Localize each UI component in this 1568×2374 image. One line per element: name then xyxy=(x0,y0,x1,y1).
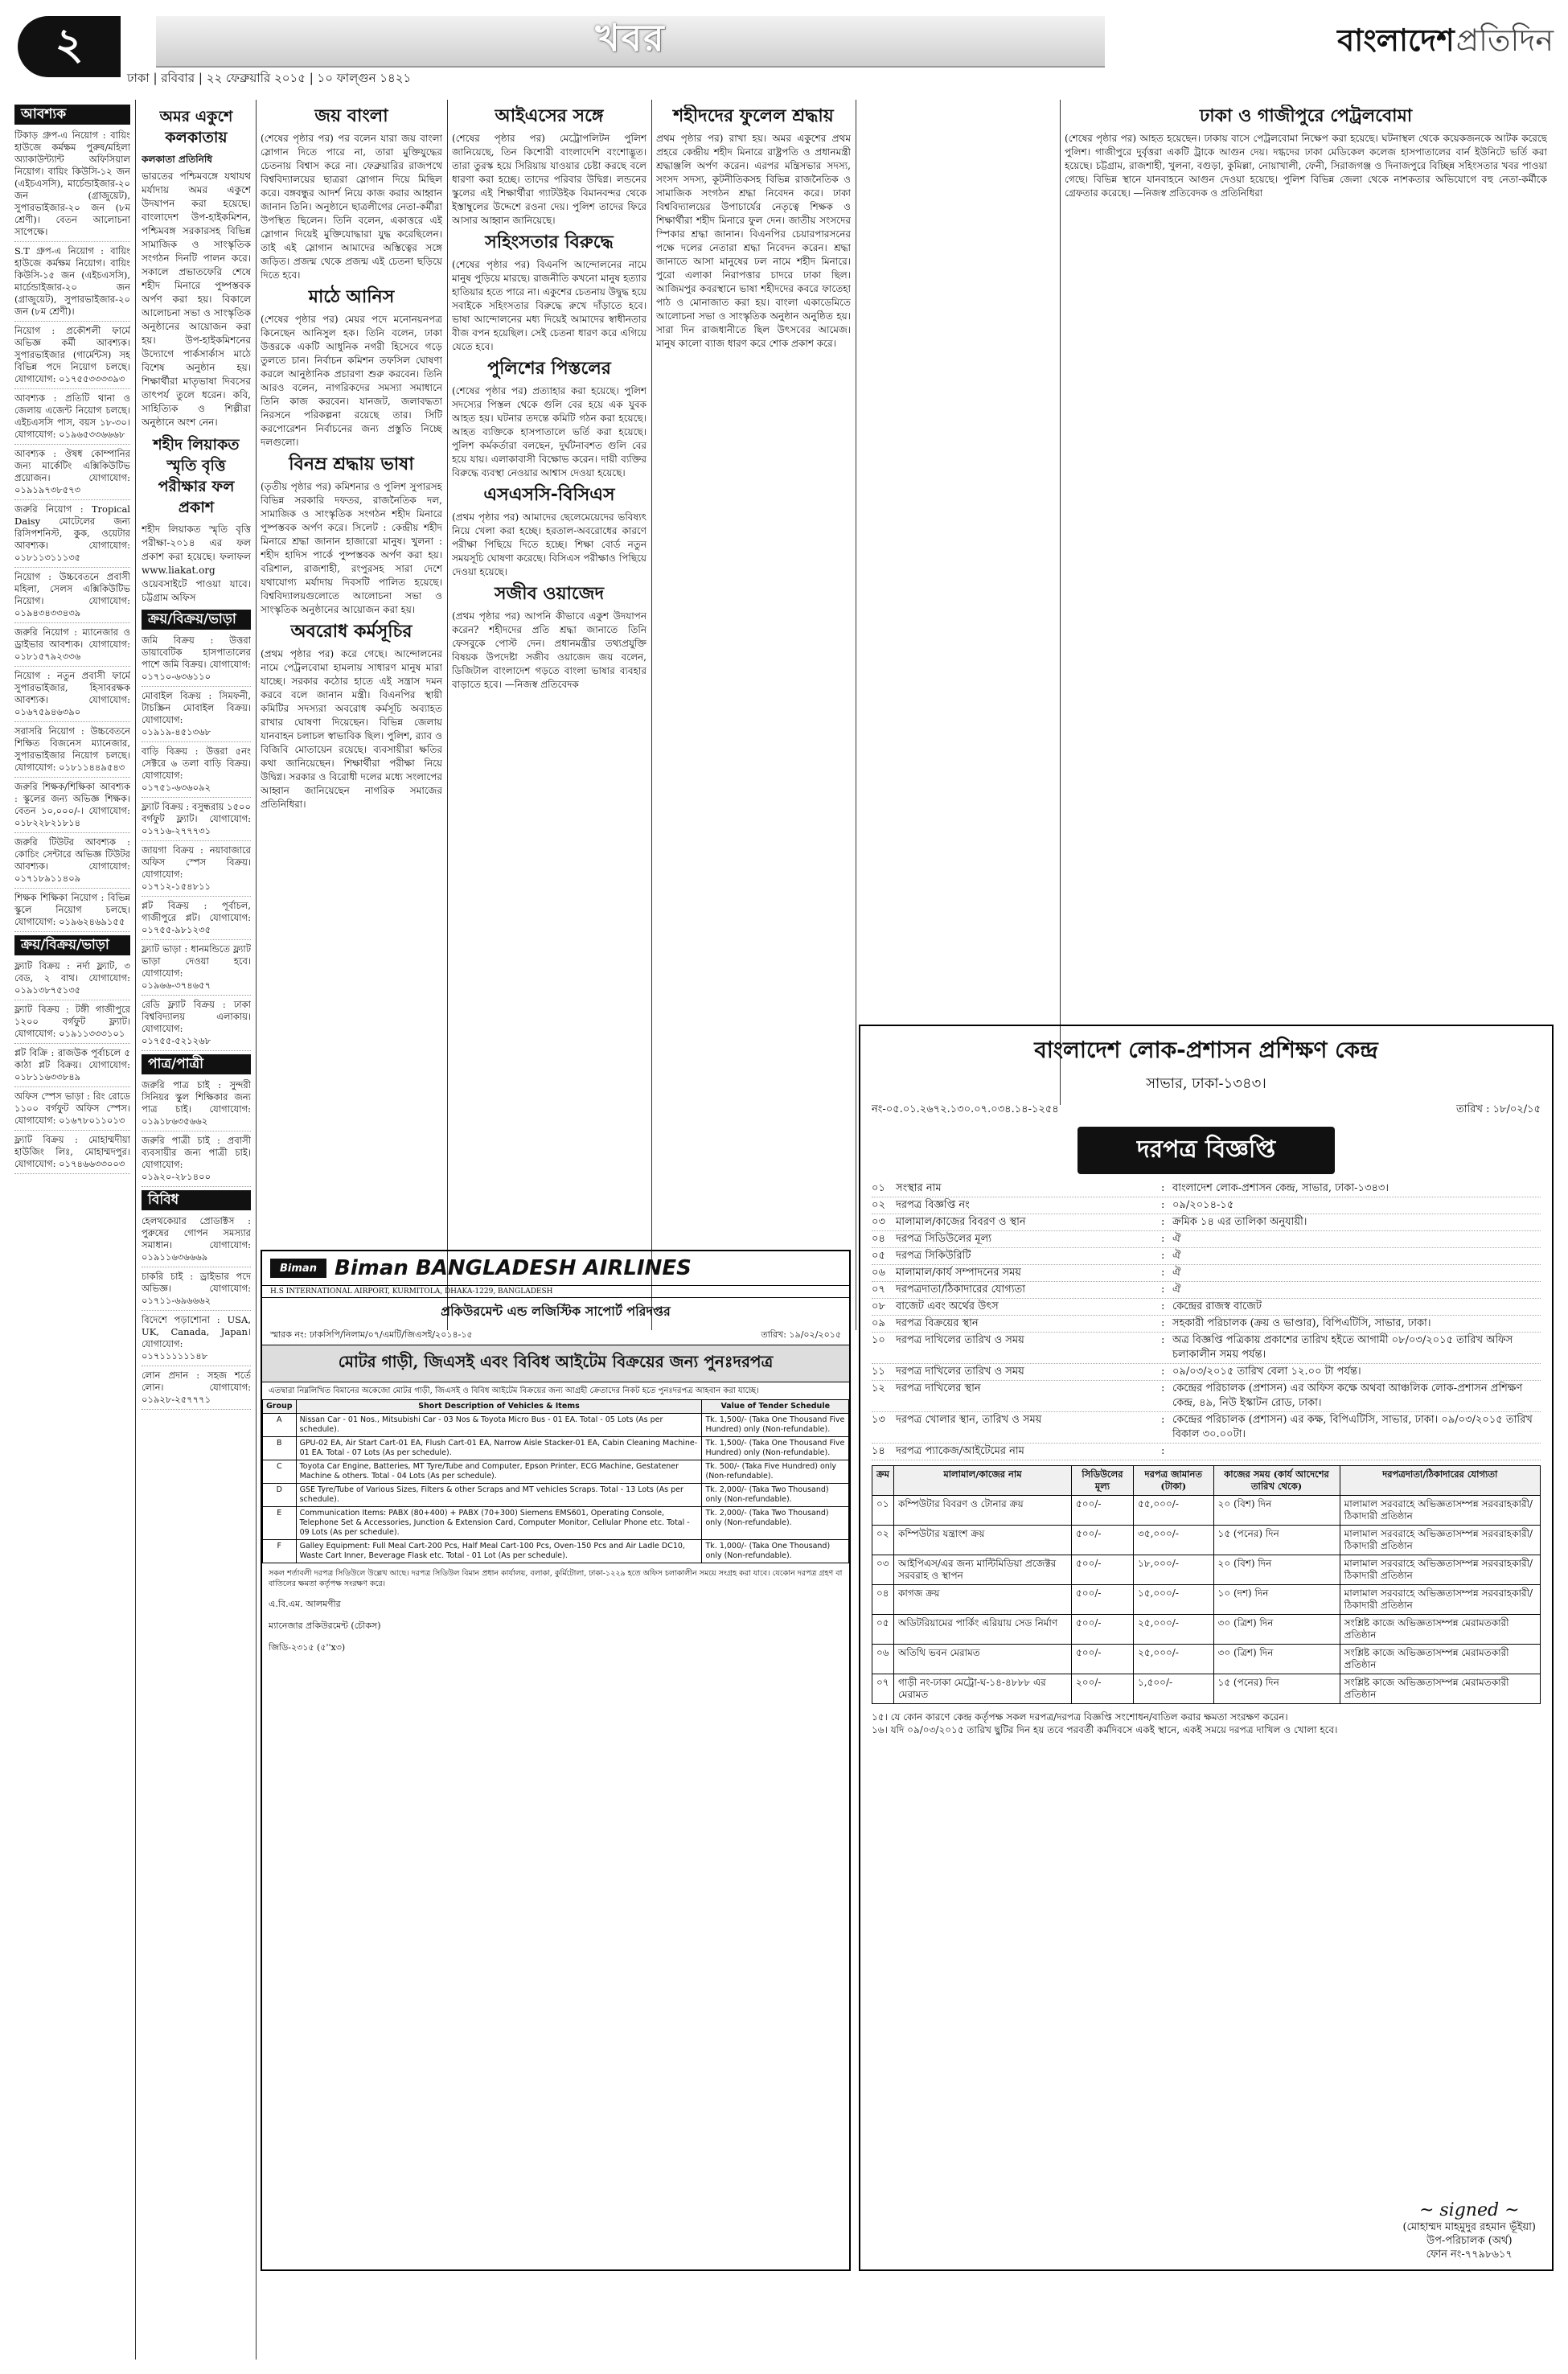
classified-trade-list-2 xyxy=(142,635,251,1051)
table-cell: Nissan Car - 01 Nos., Mitsubishi Car - 03 Nos & Toyota Micro Bus - 01 EA. Total - 05 Lots (As per schedule). xyxy=(296,1414,702,1437)
tender-item-value: অত্র বিজ্ঞপ্তি পত্রিকায় প্রকাশের তারিখ হইতে আগামী ০৮/০৩/২০১৫ তারিখ অফিস চলাকালীন সময় পর্যন্ত। xyxy=(1172,1334,1513,1361)
table-cell: Tk. 500/- (Taka Five Hundred) only (Non-refundable). xyxy=(702,1460,849,1484)
table-cell: C xyxy=(263,1460,297,1484)
classified-ad: ফ্ল্যাট ভাড়া : ধানমন্ডিতে ফ্ল্যাট ভাড়া দেওয়া হবে। যোগাযোগ: ০১৯৬৬-৩৭৪৬৫৭ xyxy=(142,943,251,996)
tender-signer-phone: ফোন নং-৭৭৯৮৬১৭ xyxy=(1426,2249,1513,2261)
tender-item-label: মালামাল/কার্য সম্পাদনের সময় xyxy=(896,1267,1021,1279)
tender-item-value: ঐ xyxy=(1172,1267,1181,1279)
separator: : xyxy=(1161,1317,1165,1329)
tender-item xyxy=(872,1412,1541,1444)
table-cell: ২০ (বিশ) দিন xyxy=(1213,1555,1340,1585)
classified-ad: ফ্ল্যাট বিক্রয় : বসুন্ধরায় ১৫০০ বর্গফুট ফ্ল্যাট। যোগাযোগ: ০১৭১৬-২৭৭৭৩১ xyxy=(142,801,251,841)
separator: : xyxy=(1161,1445,1165,1457)
table-row xyxy=(872,1585,1541,1615)
column-divider xyxy=(1060,100,1061,1105)
story-body-blockade: (প্রথম পৃষ্ঠার পর) করে গেছে। আন্দোলনের নামে পেট্রলবোমা হামলায় সাধারণ মানুষ মারা যাচ্ছে। সরকার কঠোর হাতে এই সন্ত্রাস দমন করবে বলে জানান মন্ত্রী। বিএনপির স্থায়ী কমিটির সদস্যরা অবরোধ কর্মসূচি অব্যাহত রাখার ঘোষণা দিয়েছেন। বিভিন্ন জেলায় যানবাহন চলাচল স্বাভাবিক ছিল। পুলিশ, র‌্যাব ও বিজিবি মোতায়েন রয়েছে। ব্যবসায়ীরা ক্ষতির কথা জানিয়েছেন। শিক্ষার্থীরা পরীক্ষা নিয়ে উদ্বিগ্ন। সরকার ও বিরোধী দলের মধ্যে সংলাপের আহ্বান জানিয়েছেন নাগরিক সমাজের প্রতিনিধিরা। xyxy=(261,648,442,810)
classified-ad: লোন প্রদান : সহজ শর্তে লোন। যোগাযোগ: ০১৯২৮-২৫৭৭৭১ xyxy=(142,1370,251,1410)
table-cell: A xyxy=(263,1414,297,1437)
story-title-is: আইএসের সঙ্গে xyxy=(495,106,604,126)
classified-ad: চাকরি চাই : ড্রাইভার পদে অভিজ্ঞ। যোগাযোগ: ০১৭১১-৬৯৬৬৬২ xyxy=(142,1271,251,1311)
biman-col-group: Group xyxy=(263,1400,297,1414)
tender-memo: নং-০৫.০১.২৬৭২.১৩০.০৭.০৩৪.১৪-১২৫৪ xyxy=(872,1103,1059,1115)
tender-item-label: দরপত্র সিডিউলের মূল্য xyxy=(896,1233,992,1245)
story-byline: কলকাতা প্রতিনিধি xyxy=(142,154,213,165)
separator: : xyxy=(1161,1366,1165,1378)
handwritten-signature: ~ signed ~ xyxy=(1418,2200,1520,2220)
table-cell: ০৭ xyxy=(872,1674,894,1704)
table-header: দরপত্র জামানত (টাকা) xyxy=(1133,1466,1213,1496)
tender-item-value: ০৯/০৩/২০১৫ তারিখ বেলা ১২.০০ টা পর্যন্ত। xyxy=(1172,1366,1361,1378)
tender-item xyxy=(872,1248,1541,1265)
table-cell: কম্পিউটার বিবরণ ও টোনার ক্রয় xyxy=(894,1496,1072,1526)
tender-item-number: ০৩ xyxy=(872,1216,885,1228)
table-cell: অতিথি ভবন মেরামত xyxy=(894,1645,1072,1674)
dateline: ঢাকা | রবিবার | ২২ ফেব্রুয়ারি ২০১৫ | ১০ ফাল্গুন ১৪২১ xyxy=(127,71,412,85)
table-cell: কম্পিউটার যন্ত্রাংশ ক্রয় xyxy=(894,1526,1072,1555)
classified-heading-misc: বিবিধ xyxy=(142,1190,251,1210)
story-body-is: (শেষের পৃষ্ঠার পর) মেট্রোপলিটন পুলিশ জানিয়েছে, তিন কিশোরী বাংলাদেশি বংশোদ্ভূত। তারা তুরস্ক হয়ে সিরিয়ায় যাওয়ার চেষ্টা করছে বলে ধারণা করা হচ্ছে। তাদের পরিবার উদ্বিগ্ন। লন্ডনের স্কুলের এই শিক্ষার্থীরা গ্যাটউইক বিমানবন্দর থেকে ইস্তাম্বুলের উদ্দেশে রওনা দেয়। পুলিশ তাদের ফিরে আসার আহ্বান জানিয়েছে। xyxy=(452,133,646,226)
table-cell: Tk. 1,000/- (Taka One Thousand) only (Non-refundable). xyxy=(702,1540,849,1563)
biman-footer: সকল শর্তাবলী দরপত্র সিডিউলে উল্লেখ আছে। দরপত্র সিডিউল বিমান প্রধান কার্যালয়, বলাকা, কুর্মিটোলা, ঢাকা-১২২৯ হতে অফিস চলাকালীন সময়ে সংগ্রহ করা যাবে। যেকোন দরপত্র গ্রহণ বা বাতিলের ক্ষমতা কর্তৃপক্ষ সংরক্ষণ করে। xyxy=(269,1569,843,1588)
table-row xyxy=(872,1645,1541,1674)
story-body-violence: (শেষের পৃষ্ঠার পর) বিএনপি আন্দোলনের নামে মানুষ পুড়িয়ে মারছে। রাজনীতি কখনো মানুষ হত্যার হাতিয়ার হতে পারে না। একুশের চেতনায় উদ্বুদ্ধ হয়ে সবাইকে সহিংসতার বিরুদ্ধে রুখে দাঁড়াতে হবে। ভাষা আন্দোলনের মধ্য দিয়েই আমাদের স্বাধীনতার বীজ বপন হয়েছিল। সেই চেতনা ধারণ করে এগিয়ে যেতে হবে। xyxy=(452,259,646,352)
separator: : xyxy=(1161,1300,1165,1312)
table-cell: ১৫,০০০/- xyxy=(1133,1585,1213,1615)
classified-ad: জরুরি নিয়োগ : ম্যানেজার ও ড্রাইভার আবশ্যক। যোগাযোগ: ০১৮১৫৭৯২৩৩৬ xyxy=(14,626,130,667)
table-cell: ০১ xyxy=(872,1496,894,1526)
story-title-sajeeb: সজীব ওয়াজেদ xyxy=(494,584,605,604)
table-cell: গাড়ী নং-ঢাকা মেট্রো-ঘ-১৪-৪৮৮৮ এর মেরামত xyxy=(894,1674,1072,1704)
classified-ad: আবশ্যক : প্রতিটি থানা ও জেলায় এজেন্ট নিয়োগ চলছে। এইচএসসি পাস, বয়স ১৮-৩০। যোগাযোগ: ০১৯৬৫৩৩৬৬৬৮ xyxy=(14,392,130,445)
classified-ad: ফ্ল্যাট বিক্রয় : মোহাম্মদীয়া হাউজিং লিঃ, মোহাম্মদপুর। যোগাযোগ: ০১৭৪৬৬৩৩০০৩ xyxy=(14,1134,130,1174)
tender-item xyxy=(872,1381,1541,1412)
biman-tender-ad xyxy=(261,1250,851,2271)
classified-ad: সরাসরি নিয়োগ : উচ্চবেতনে শিক্ষিত বিজনেস ম্যানেজার, সুপারভাইজার নিয়োগ চলছে। যোগাযোগ: ০১৮১১৪৪৯৫৪৩ xyxy=(14,725,130,778)
tender-item-label: দরপত্র সিকিউরিটি xyxy=(896,1250,971,1262)
classified-heading-trade-2: ক্রয়/বিক্রয়/ভাড়া xyxy=(142,610,251,630)
story-body-anis: (শেষের পৃষ্ঠার পর) মেয়র পদে মনোনয়নপত্র কিনেছেন আনিসুল হক। তিনি বলেন, ঢাকা উত্তরকে একটি আধুনিক নগরী হিসেবে গড়ে তুলতে চান। নির্বাচন কমিশন তফসিল ঘোষণা করলে আনুষ্ঠানিক প্রচারণা শুরু করবেন। তিনি আরও বলেন, নাগরিকদের সমস্যা সমাধানে তিনি কাজ করবেন। যানজট, জলাবদ্ধতা নিরসনে পরিকল্পনা রয়েছে তার। সিটি করপোরেশন নির্বাচনের জন্য প্রস্তুতি নিচ্ছে দলগুলো। xyxy=(261,314,442,448)
tender-item-value: কেন্দ্রের পরিচালক (প্রশাসন) এর অফিস কক্ষে অথবা আঞ্চলিক লোক-প্রশাসন প্রশিক্ষণ কেন্দ্র, ৪৯, নিউ ইস্কাটন রোড, ঢাকা। xyxy=(1172,1382,1523,1409)
separator: : xyxy=(1161,1284,1165,1296)
table-row xyxy=(263,1507,849,1540)
story-title-blockade: অবরোধ কর্মসূচির xyxy=(290,622,413,642)
story-title-language: বিনম্র শ্রদ্ধায় ভাষা xyxy=(289,454,414,474)
table-cell: মালামাল সরবরাহে অভিজ্ঞতাসম্পন্ন সরবরাহকারী/ঠিকাদারী প্রতিষ্ঠান xyxy=(1340,1585,1540,1615)
separator: : xyxy=(1161,1250,1165,1262)
table-row xyxy=(872,1674,1541,1704)
classified-ad: হেলথকেয়ার প্রোডাক্টস : পুরুষের গোপন সমস্যার সমাধান। যোগাযোগ: ০১৯১১৬৩৬৬৬৯ xyxy=(142,1215,251,1267)
table-header: কাজের সময় (কার্য আদেশের তারিখ থেকে) xyxy=(1213,1466,1340,1496)
table-cell: E xyxy=(263,1507,297,1540)
tender-item-label: দরপত্রদাতা/ঠিকাদারের যোগ্যতা xyxy=(896,1284,1025,1296)
classified-ad: শিক্ষক শিক্ষিকা নিয়োগ : বিভিন্ন স্কুলে নিয়োগ চলছে। যোগাযোগ: ০১৯৬২৪৬৯১৫৫ xyxy=(14,892,130,932)
biman-address: H.S INTERNATIONAL AIRPORT, KURMITOLA, DHAKA-1229, BANGLADESH xyxy=(262,1286,849,1298)
table-cell: D xyxy=(263,1484,297,1507)
story-title-violence: সহিংসতার বিরুদ্ধে xyxy=(485,232,614,253)
table-cell: Tk. 2,000/- (Taka Two Thousand) only (Non-refundable). xyxy=(702,1484,849,1507)
separator: : xyxy=(1161,1414,1165,1426)
classified-misc-list xyxy=(142,1215,251,1410)
tender-item xyxy=(872,1231,1541,1248)
table-row xyxy=(263,1540,849,1563)
tender-item xyxy=(872,1265,1541,1282)
column-divider xyxy=(447,100,448,1330)
classified-needed-list xyxy=(14,129,130,932)
section-banner xyxy=(156,16,1105,68)
biman-col-desc: Short Description of Vehicles & Items xyxy=(296,1400,702,1414)
classified-ad: S.T গ্রুপ-এ নিয়োগ : বায়িং হাউজে কর্মক্ষম নিয়োগ। বায়িং কিউসি-১৫ জন (এইচএসসি), মার্চেন্ডাইজার-২০ জন (গ্রাজুয়েট), সুপারভাইজার-২০ জন (৮ম শ্রেণী)। xyxy=(14,245,130,322)
tender-item-number: ১০ xyxy=(872,1334,885,1346)
classified-ad: জমি বিক্রয় : উত্তরা ডায়াবেটিক হাসপাতালের পাশে জমি বিক্রয়। যোগাযোগ: ০১৭১০-৬৩৬১১০ xyxy=(142,635,251,687)
page-header xyxy=(14,11,1554,85)
tender-item-value: ঐ xyxy=(1172,1284,1181,1296)
story-title-ssc: এসএসসি-বিসিএস xyxy=(483,485,615,505)
separator: : xyxy=(1161,1382,1165,1394)
story-body-language: (তৃতীয় পৃষ্ঠার পর) কমিশনার ও পুলিশ সুপারসহ বিভিন্ন সরকারি দফতর, রাজনৈতিক দল, সামাজিক ও সাংস্কৃতিক সংগঠন শহীদ মিনারে পুষ্পস্তবক অর্পণ করে। সিলেট : কেন্দ্রীয় শহীদ মিনারে শ্রদ্ধা জানান হাজারো মানুষ। খুলনা : শহীদ হাদিস পার্কে পুষ্পস্তবক অর্পণ করা হয়। বরিশাল, রাজশাহী, রংপুরসহ সারা দেশে যথাযোগ্য মর্যাদায় দিবসটি পালিত হয়েছে। বিশ্ববিদ্যালয়গুলোতে আলোচনা সভা ও সাংস্কৃতিক অনুষ্ঠানের আয়োজন করা হয়। xyxy=(261,481,442,615)
tender-item-number: ০২ xyxy=(872,1199,885,1211)
classified-ad: নিয়োগ : উচ্চবেতনে প্রবাসী মহিলা, সেলস এক্সিকিউটিভ নিয়োগ। যোগাযোগ: ০১৯৪৩৪৩৩৪৩৯ xyxy=(14,571,130,623)
tender-item-value: ক্রমিক ১৪ এর তালিকা অনুযায়ী। xyxy=(1172,1216,1307,1228)
table-cell: ১৮,০০০/- xyxy=(1133,1555,1213,1585)
tender-item-number: ০৪ xyxy=(872,1233,885,1245)
biman-col-value: Value of Tender Schedule xyxy=(702,1400,849,1414)
tender-item-label: দরপত্র প্যাকেজ/আইটেমের নাম xyxy=(896,1445,1024,1457)
tender-item-number: ০৫ xyxy=(872,1250,885,1262)
table-cell: ০৪ xyxy=(872,1585,894,1615)
table-cell: B xyxy=(263,1437,297,1460)
tender-item xyxy=(872,1444,1541,1460)
biman-title: মোটর গাড়ী, জিএসই এবং বিবিধ আইটেম বিক্রয়ের জন্য পুনঃদরপত্র xyxy=(262,1345,849,1382)
table-cell: সংশ্লিষ্ট কাজে অভিজ্ঞতাসম্পন্ন মেরামতকারী প্রতিষ্ঠান xyxy=(1340,1674,1540,1704)
story-title-scholarship: শহীদ লিয়াকত স্মৃতি বৃত্তি পরীক্ষার ফল প্রকাশ xyxy=(153,436,240,516)
table-cell: মালামাল সরবরাহে অভিজ্ঞতাসম্পন্ন সরবরাহকারী/ঠিকাদারী প্রতিষ্ঠান xyxy=(1340,1555,1540,1585)
column-divider xyxy=(651,100,652,1330)
tender-item-label: বাজেট এবং অর্থের উৎস xyxy=(896,1300,999,1312)
column-six xyxy=(1065,105,1547,1102)
separator: : xyxy=(1161,1233,1165,1245)
classified-heading-trade: ক্রয়/বিক্রয়/ভাড়া xyxy=(14,935,130,955)
tender-item-value: ঐ xyxy=(1172,1233,1181,1245)
tender-item-label: দরপত্র খোলার স্থান, তারিখ ও সময় xyxy=(896,1414,1042,1426)
tender-item-value xyxy=(1172,1444,1541,1459)
tender-date: তারিখ : ১৮/০২/১৫ xyxy=(1456,1103,1541,1115)
table-cell: ৫০০/- xyxy=(1071,1615,1133,1645)
biman-gd: জিডি-২৩১৫ (৫''x৩) xyxy=(269,1642,346,1653)
table-row xyxy=(872,1496,1541,1526)
table-cell: সংশ্লিষ্ট কাজে অভিজ্ঞতাসম্পন্ন মেরামতকারী প্রতিষ্ঠান xyxy=(1340,1615,1540,1645)
tender-item-label: মালামাল/কাজের বিবরণ ও স্থান xyxy=(896,1216,1026,1228)
column-divider xyxy=(135,100,136,2360)
story-title-pistol: পুলিশের পিস্তলের xyxy=(487,359,611,379)
classified-ad: নিয়োগ : নতুন প্রবাসী ফার্মে সুপারভাইজার, হিসাবরক্ষক আবশ্যক। যোগাযোগ: ০১৬৭৫৯৪৬৩৯০ xyxy=(14,670,130,722)
tender-item-label: দরপত্র দাখিলের স্থান xyxy=(896,1382,981,1394)
classified-heading-matrimonial: পাত্র/পাত্রী xyxy=(142,1054,251,1074)
table-cell: ০৬ xyxy=(872,1645,894,1674)
tender-item-value: কেন্দ্রের পরিচালক (প্রশাসন) এর কক্ষ, বিপিএটিসি, সাভার, ঢাকা। ০৯/০৩/২০১৫ তারিখ বিকাল ৩০.০০টা। xyxy=(1172,1414,1533,1440)
story-body-sajeeb: (প্রথম পৃষ্ঠার পর) আপনি কীভাবে একুশ উদযাপন করেন? শহীদদের প্রতি শ্রদ্ধা জানাতে তিনি ফেসবুকে পোস্ট দেন। প্রধানমন্ত্রীর তথ্যপ্রযুক্তি বিষয়ক উপদেষ্টা সজীব ওয়াজেদ জয় বলেন, ডিজিটাল বাংলাদেশ গড়তে বাংলা ভাষার ব্যবহার বাড়াতে হবে। —নিজস্ব প্রতিবেদক xyxy=(452,610,646,690)
story-body-ssc: (প্রথম পৃষ্ঠার পর) আমাদের ছেলেমেয়েদের ভবিষ্যৎ নিয়ে খেলা করা হচ্ছে। হরতাল-অবরোধের কারণে পরীক্ষা পিছিয়ে দিতে হচ্ছে। শিক্ষা বোর্ড নতুন সময়সূচি ঘোষণা করেছে। বিসিএস পরীক্ষাও পিছিয়ে দেওয়া হয়েছে। xyxy=(452,511,646,577)
table-cell: Communication Items: PABX (80+400) + PABX (70+300) Siemens EMS601, Operating Console, Telephone Set & Accessories, Junction & Extension Card, Computer Monitor, Cellular Phone etc. Total - 09 Lots (As per schedule). xyxy=(296,1507,702,1540)
tender-organization: বাংলাদেশ লোক-প্রশাসন প্রশিক্ষণ কেন্দ্র xyxy=(1034,1037,1378,1063)
table-cell: মালামাল সরবরাহে অভিজ্ঞতাসম্পন্ন সরবরাহকারী/ঠিকাদারী প্রতিষ্ঠান xyxy=(1340,1496,1540,1526)
biman-date: তারিখ: ১৯/০২/২০১৫ xyxy=(761,1329,841,1340)
table-cell: ১৫ (পনের) দিন xyxy=(1213,1674,1340,1704)
column-two xyxy=(142,105,251,2356)
tender-item xyxy=(872,1197,1541,1214)
tender-item-value: বাংলাদেশ লোক-প্রশাসন কেন্দ্র, সাভার, ঢাকা-১৩৪৩। xyxy=(1172,1182,1389,1194)
biman-intro: এতদ্বারা নিম্নলিখিত বিমানের অকেজো মোটর গাড়ী, জিএসই ও বিবিধ আইটেম বিক্রয়ের জন্য আগ্রহী ক্রেতাদের নিকট হতে পুনঃদরপত্র আহবান করা যাচ্ছে। xyxy=(269,1386,759,1395)
tender-item-label: সংস্থার নাম xyxy=(896,1182,942,1194)
table-cell: Galley Equipment: Full Meal Cart-200 Pcs, Half Meal Cart-100 Pcs, Oven-150 Pcs and Air Ladle DC10, Waste Cart Inner, Beverage Flask etc. Total - 01 Lot (As per schedule). xyxy=(296,1540,702,1563)
table-row xyxy=(263,1414,849,1437)
separator: : xyxy=(1161,1216,1165,1228)
biman-department: প্রকিউরমেন্ট এন্ড লজিস্টিক সাপোর্ট পরিদপ্তর xyxy=(441,1304,671,1319)
tender-item xyxy=(872,1181,1541,1197)
table-cell: ১৫ (পনের) দিন xyxy=(1213,1526,1340,1555)
classified-trade-list xyxy=(14,960,130,1174)
table-cell: ২৫,০০০/- xyxy=(1133,1645,1213,1674)
classified-ad: জরুরি টিউটর আবশ্যক : কোচিং সেন্টারে অভিজ্ঞ টিউটর আবশ্যক। যোগাযোগ: ০১৭১৮৯১১৪০৯ xyxy=(14,836,130,889)
table-header: সিডিউলের মূল্য xyxy=(1071,1466,1133,1496)
table-header: দরপত্রদাতা/ঠিকাদারের যোগ্যতা xyxy=(1340,1466,1540,1496)
tender-item-label: দরপত্র বিক্রয়ের স্থান xyxy=(896,1317,979,1329)
biman-name: Biman BANGLADESH AIRLINES xyxy=(335,1256,692,1280)
separator: : xyxy=(1161,1334,1165,1346)
biman-logo xyxy=(262,1251,849,1286)
table-row xyxy=(872,1615,1541,1645)
table-header: ক্রম xyxy=(872,1466,894,1496)
tender-item-value: ঐ xyxy=(1172,1250,1181,1262)
story-title-anis: মাঠে আনিস xyxy=(308,287,395,307)
brand-sub: প্রতিদিন xyxy=(1455,23,1554,58)
table-cell: ২০০/- xyxy=(1071,1674,1133,1704)
table-cell: ২৫,০০০/- xyxy=(1133,1615,1213,1645)
table-cell: মালামাল সরবরাহে অভিজ্ঞতাসম্পন্ন সরবরাহকারী/ঠিকাদারী প্রতিষ্ঠান xyxy=(1340,1526,1540,1555)
classified-ad: জরুরি পাত্র চাই : সুন্দরী সিনিয়র স্কুল শিক্ষিকার জন্য পাত্র চাই। যোগাযোগ: ০১৯১৮৬৩৫৬৬২ xyxy=(142,1079,251,1132)
tender-item-label: দরপত্র দাখিলের তারিখ ও সময় xyxy=(896,1366,1024,1378)
table-cell: ৩৫,০০০/- xyxy=(1133,1526,1213,1555)
tender-notice xyxy=(859,1025,1554,2271)
story-body-pistol: (শেষের পৃষ্ঠার পর) প্রত্যাহার করা হয়েছে। পুলিশ সদস্যের পিস্তল থেকে গুলি বের হয়ে এক যুবক আহত হয়। ঘটনার তদন্তে কমিটি গঠন করা হয়েছে। আহত ব্যক্তিকে হাসপাতালে ভর্তি করা হয়েছে। পুলিশ কর্মকর্তারা বলছেন, দুর্ঘটনাবশত গুলি বের হয়ে যায়। এলাকাবাসী বিক্ষোভ করেন। দায়ী ব্যক্তির বিরুদ্ধে ব্যবস্থা নেওয়ার আশ্বাস দেওয়া হয়েছে। xyxy=(452,385,646,478)
tender-item-number: ০৯ xyxy=(872,1317,885,1329)
classified-ad: জায়গা বিক্রয় : নয়াবাজারে অফিস স্পেস বিক্রয়। যোগাযোগ: ০১৭১২-১৫৪৮১১ xyxy=(142,844,251,897)
separator: : xyxy=(1161,1182,1165,1194)
table-cell: ৫০০/- xyxy=(1071,1585,1133,1615)
table-cell: ৩০ (ত্রিশ) দিন xyxy=(1213,1615,1340,1645)
tender-item-number: ১৩ xyxy=(872,1414,885,1426)
tender-item-number: ০৮ xyxy=(872,1300,885,1312)
biman-items-table xyxy=(262,1399,849,1563)
table-cell: Tk. 1,500/- (Taka One Thousand Five Hundred) only (Non-refundable). xyxy=(702,1437,849,1460)
brand-main: বাংলাদেশ xyxy=(1337,23,1455,58)
classified-ad: প্লট বিক্রয় : পূর্বাচল, গাজীপুরে প্লট। যোগাযোগ: ০১৭৫৫-৯৮১২৩৫ xyxy=(142,900,251,940)
separator: : xyxy=(1161,1199,1165,1211)
page-number: ২ xyxy=(18,16,121,77)
table-cell: GSE Tyre/Tube of Various Sizes, Filters & other Scraps and MT vehicles Scraps. Total - 13 Lots (As per schedule). xyxy=(296,1484,702,1507)
table-cell: GPU-02 EA, Air Start Cart-01 EA, Flush Cart-01 EA, Narrow Aisle Stacker-01 EA, Cabin Cleaning Machine-01 EA. Total - 07 Lots (As per schedule). xyxy=(296,1437,702,1460)
table-row xyxy=(263,1460,849,1484)
tender-item-label: দরপত্র বিজ্ঞপ্তি নং xyxy=(896,1199,970,1211)
classified-ad: জরুরি পাত্রী চাই : প্রবাসী ব্যবসায়ীর জন্য পাত্রী চাই। যোগাযোগ: ০১৯২০-২৮১৪০০ xyxy=(142,1135,251,1187)
tender-item xyxy=(872,1214,1541,1231)
tender-location: সাভার, ঢাকা-১৩৪৩। xyxy=(1146,1075,1266,1092)
table-cell: ৫৫,০০০/- xyxy=(1133,1496,1213,1526)
tender-item-number: ১১ xyxy=(872,1366,885,1378)
tender-signer: (মোহাম্মদ মাহমুদুর রহমান ভূঁইয়া) xyxy=(1402,2221,1536,2233)
table-row xyxy=(263,1437,849,1460)
tender-item xyxy=(872,1364,1541,1381)
table-row xyxy=(263,1484,849,1507)
story-body-tribute: প্রথম পৃষ্ঠার পর) রাখা হয়। অমর একুশের প্রথম প্রহরে কেন্দ্রীয় শহীদ মিনারে রাষ্ট্রপতি ও প্রধানমন্ত্রী শ্রদ্ধাঞ্জলি অর্পণ করেন। এরপর মন্ত্রিসভার সদস্য, সংসদ সদস্য, কূটনীতিকসহ বিভিন্ন রাজনৈতিক ও সামাজিক সংগঠন শ্রদ্ধা নিবেদন করে। ঢাকা বিশ্ববিদ্যালয়ের উপাচার্যের নেতৃত্বে শিক্ষক ও শিক্ষার্থীরা শহীদ মিনারে ফুল দেন। জাতীয় সংসদের স্পিকার শ্রদ্ধা জানান। বিএনপির চেয়ারপারসনের পক্ষে দলের নেতারা শ্রদ্ধা নিবেদন করেন। শ্রদ্ধা জানাতে আসা মানুষের ঢল নামে শহীদ মিনারে। পুরো এলাকা নিরাপত্তার চাদরে ঢাকা ছিল। আজিমপুর কবরস্থানে ভাষা শহীদদের কবরে ফাতেহা পাঠ ও মোনাজাত করা হয়। বাংলা একাডেমিতে আলোচনা সভা ও সাংস্কৃতিক অনুষ্ঠান অনুষ্ঠিত হয়। সারা দিন রাজধানীতে ছিল উৎসবের আমেজ। মানুষ কালো ব্যাজ ধারণ করে শোক প্রকাশ করে। xyxy=(656,133,851,349)
table-cell: ৫০০/- xyxy=(1071,1526,1133,1555)
classified-ad: জরুরি নিয়োগ : Tropical Daisy মোটেলের জন্য রিসিপশনিস্ট, কুক, ওয়েটার আবশ্যক। যোগাযোগ: ০১৮১১৩১১১৩৫ xyxy=(14,503,130,568)
tender-reference-line xyxy=(860,1097,1552,1123)
classified-ad: আবশ্যক : ঔষধ কোম্পানির জন্য মার্কেটিং এক্সিকিউটিভ প্রয়োজন। যোগাযোগ: ০১৯১৯৭৩৮৫৭৩ xyxy=(14,448,130,500)
story-title-petrol-bomb: ঢাকা ও গাজীপুরে পেট্রলবোমা xyxy=(1199,106,1413,126)
classified-heading-needed: আবশ্যক xyxy=(14,105,130,125)
tender-item xyxy=(872,1282,1541,1299)
classified-ad: মোবাইল বিক্রয় : সিমফনী, টাচস্ক্রিন মোবাইল বিক্রয়। যোগাযোগ: ০১৯১৯-৪৫১৩৬৮ xyxy=(142,690,251,742)
table-cell: Toyota Car Engine, Batteries, MT Tyre/Tube and Computer, Epson Printer, ECG Machine, Gestatener Machine & others. Total - 04 Lots (As per schedule). xyxy=(296,1460,702,1484)
tender-item xyxy=(872,1299,1541,1316)
tender-title: দরপত্র বিজ্ঞপ্তি xyxy=(1077,1127,1335,1174)
table-cell: আইপিএস/এর জন্য মাল্টিমিডিয়া প্রজেক্টর সরবরাহ ও স্থাপন xyxy=(894,1555,1072,1585)
classified-ad: রেডি ফ্ল্যাট বিক্রয় : ঢাকা বিশ্ববিদ্যালয় এলাকায়। যোগাযোগ: ০১৭৫৫-৫২১২৬৮ xyxy=(142,999,251,1051)
table-cell: সংশ্লিষ্ট কাজে অভিজ্ঞতাসম্পন্ন মেরামতকারী প্রতিষ্ঠান xyxy=(1340,1645,1540,1674)
classified-ad: অফিস স্পেস ভাড়া : রিং রোডে ১১০০ বর্গফুট অফিস স্পেস। যোগাযোগ: ০১৬৭৮০১১০১৩ xyxy=(14,1090,130,1131)
story-body-kolkata: ভারতের পশ্চিমবঙ্গে যথাযথ মর্যাদায় অমর একুশে উদযাপন করা হয়েছে। বাংলাদেশ উপ-হাইকমিশন, পশ্চিমবঙ্গ সরকারসহ বিভিন্ন সামাজিক ও সাংস্কৃতিক সংগঠন দিনটি পালন করে। সকালে প্রভাতফেরি শেষে শহীদ মিনারে পুষ্পস্তবক অর্পণ করা হয়। বিকালে আলোচনা সভা ও সাংস্কৃতিক অনুষ্ঠানের আয়োজন করা হয়। উপ-হাইকমিশনের উদ্যোগে পার্কসার্কাস মাঠে বিশেষ অনুষ্ঠান হয়। শিক্ষার্থীরা মাতৃভাষা দিবসের তাৎপর্য তুলে ধরেন। কবি, সাহিত্যিক ও শিল্পীরা অনুষ্ঠানে অংশ নেন। xyxy=(142,170,251,428)
tender-item-number: ১২ xyxy=(872,1382,885,1394)
table-cell: ০৩ xyxy=(872,1555,894,1585)
tender-item xyxy=(872,1316,1541,1333)
tender-item-number: ০১ xyxy=(872,1182,885,1194)
biman-reference-line xyxy=(262,1326,849,1345)
tender-item-number: ১৪ xyxy=(872,1445,885,1457)
classified-ad: বিদেশে পড়াশোনা : USA, UK, Canada, Japan। যোগাযোগ: ০১৭১১১১১১৪৮ xyxy=(142,1314,251,1366)
classified-matrimonial-list xyxy=(142,1079,251,1187)
classified-ad: ফ্ল্যাট বিক্রয় : টঙ্গী গাজীপুরে ১২০০ বর্গফুট ফ্ল্যাট। যোগাযোগ: ০১৯১১৩৩৩১০১ xyxy=(14,1004,130,1044)
story-body-scholarship: শহীদ লিয়াকত স্মৃতি বৃত্তি পরীক্ষা-২০১৪ এর ফল প্রকাশ করা হয়েছে। ফলাফল www.liakat.org ওয়েবসাইটে পাওয়া যাবে। চট্টগ্রাম অফিস xyxy=(142,524,251,603)
column-three xyxy=(261,105,442,1327)
story-title-joy-bangla: জয় বাংলা xyxy=(314,106,388,126)
classified-column xyxy=(14,105,130,2356)
table-cell: ৩০ (ত্রিশ) দিন xyxy=(1213,1645,1340,1674)
tender-package-table xyxy=(872,1465,1541,1704)
tender-item-number: ০৭ xyxy=(872,1284,885,1296)
table-row xyxy=(872,1526,1541,1555)
biman-signer: এ.বি.এম. আলমগীর xyxy=(269,1599,341,1609)
tender-signature-block xyxy=(1402,2200,1536,2261)
classified-ad: ফ্ল্যাট বিক্রয় : নর্দা ফ্ল্যাট, ৩ বেড, ২ বাথ। যোগাযোগ: ০১৯১৩৮৭৫১৩৫ xyxy=(14,960,130,1000)
section-title: খবর xyxy=(595,16,666,60)
tender-signer-title: উপ-পরিচালক (অর্থ) xyxy=(1426,2235,1513,2247)
table-cell: ২০ (বিশ) দিন xyxy=(1213,1496,1340,1526)
story-body-petrol-bomb: (শেষের পৃষ্ঠার পর) আহত হয়েছেন। ঢাকায় বাসে পেট্রলবোমা নিক্ষেপ করা হয়েছে। ঘটনাস্থল থেকে কয়েকজনকে আটক করেছে পুলিশ। গাজীপুরে দুর্বৃত্তরা একটি ট্রাকে আগুন দেয়। দগ্ধদের ঢাকা মেডিকেল কলেজ হাসপাতালের বার্ন ইউনিটে ভর্তি করা হয়েছে। চট্টগ্রাম, রাজশাহী, খুলনা, বগুড়া, কুমিল্লা, নোয়াখালী, ফেনী, সিরাজগঞ্জ ও দিনাজপুরে বিচ্ছিন্ন সহিংসতার খবর পাওয়া গেছে। বিভিন্ন স্থানে যানবাহনে আগুন দেওয়া হয়েছে। পুলিশ বিভিন্ন জেলা থেকে নাশকতার অভিযোগে বহু নেতা-কর্মীকে গ্রেফতার করেছে। —নিজস্ব প্রতিবেদক ও প্রতিনিধিরা xyxy=(1065,133,1547,199)
table-cell: Tk. 2,000/- (Taka Two Thousand) only (Non-refundable). xyxy=(702,1507,849,1540)
table-cell: ১,৫০০/- xyxy=(1133,1674,1213,1704)
tender-item-label: দরপত্র দাখিলের তারিখ ও সময় xyxy=(896,1334,1024,1346)
table-row xyxy=(872,1555,1541,1585)
column-five xyxy=(656,105,851,1102)
classified-ad: বাড়ি বিক্রয় : উত্তরা ৫নং সেক্টরে ৬ তলা বাড়ি বিক্রয়। যোগাযোগ: ০১৭৫১-৬৩৬০৯২ xyxy=(142,745,251,798)
biman-mark-icon: Biman xyxy=(270,1259,326,1278)
table-cell: F xyxy=(263,1540,297,1563)
classified-ad: টিকাড় গ্রুপ-এ নিয়োগ : বায়িং হাউজে কর্মক্ষম পুরুষ/মহিলা অ্যাকাউন্ট্যান্ট অফিসিয়াল নিয়োগ। বায়িং কিউসি-১২ জন (এইচএসসি), মার্চেন্ডাইজার-২০ জন (গ্রাজুয়েট), সুপারভাইজার-২০ জন (৮ম শ্রেণী)। বেতন আলোচনা সাপেক্ষে। xyxy=(14,129,130,242)
biman-signer-title: ম্যানেজার প্রকিউরমেন্ট (চৌকস) xyxy=(269,1620,381,1631)
column-divider xyxy=(256,100,257,2360)
classified-ad: নিয়োগ : প্রকৌশলী ফার্মে অভিজ্ঞ কর্মী আবশ্যক। সুপারভাইজার (গার্মেন্টস) সহ বিভিন্ন পদে নিয়োগ চলছে। যোগাযোগ: ০১৭৫৫৩৩৩৩৯৩ xyxy=(14,325,130,389)
table-header: মালামাল/কাজের নাম xyxy=(894,1466,1072,1496)
column-four xyxy=(452,105,646,1327)
biman-memo: স্মারক নং: ঢাকসিপি/নিলাম/০৭/এমটি/জিএসই/২০১৪-১৫ xyxy=(270,1329,473,1340)
table-cell: ৫০০/- xyxy=(1071,1555,1133,1585)
table-cell: ০২ xyxy=(872,1526,894,1555)
tender-item-value: কেন্দ্রের রাজস্ব বাজেট xyxy=(1172,1300,1262,1312)
masthead-logo xyxy=(1151,14,1554,71)
tender-note: ১৫। যে কোন কারণে কেন্দ্র কর্তৃপক্ষ সকল দরপত্র/দরপত্র বিজ্ঞপ্তি সংশোধন/বাতিল করার ক্ষমতা সংরক্ষণ করেন। xyxy=(872,1711,1288,1723)
separator: : xyxy=(1161,1267,1165,1279)
table-cell: অডিটরিয়ামের পার্কিং এরিয়ায় সেড নির্মাণ xyxy=(894,1615,1072,1645)
tender-item xyxy=(872,1333,1541,1364)
story-title-tribute: শহীদদের ফুলেল শ্রদ্ধায় xyxy=(673,106,834,126)
story-title-kolkata: অমর একুশে কলকাতায় xyxy=(159,108,233,146)
table-cell: ৫০০/- xyxy=(1071,1645,1133,1674)
tender-note: ১৬। যদি ০৯/০৩/২০১৫ তারিখ ছুটির দিন হয় তবে পরবর্তী কর্মদিবসে একই স্থানে, একই সময়ে দরপত্র দাখিল ও খোলা হবে। xyxy=(872,1724,1338,1735)
classified-ad: প্লট বিক্রি : রাজউক পূর্বাচলে ৫ কাঠা প্লট বিক্রয়। যোগাযোগ: ০১৮১১৬৩৩৮৪৯ xyxy=(14,1047,130,1087)
tender-item-number: ০৬ xyxy=(872,1267,885,1279)
table-cell: Tk. 1,500/- (Taka One Thousand Five Hundred) only (Non-refundable). xyxy=(702,1414,849,1437)
tender-item-value: ০৯/২০১৪-১৫ xyxy=(1172,1199,1234,1211)
tender-item-value: সহকারী পরিচালক (ক্রয় ও ভাণ্ডার), বিপিএটিসি, সাভার, ঢাকা। xyxy=(1172,1317,1431,1329)
story-body-joy-bangla: (শেষের পৃষ্ঠার পর) পর বলেন যারা জয় বাংলা স্লোগান দিতে পারে না, তারা মুক্তিযুদ্ধের চেতনায় বিশ্বাস করে না। ফেব্রুয়ারির রাজপথে বিশ্ববিদ্যালয়ের ছাত্ররা স্লোগান দিয়ে মিছিল করে। বঙ্গবন্ধুর আদর্শ নিয়ে কাজ করার আহ্বান জানান তিনি। অনুষ্ঠানে ছাত্রলীগের নেতা-কর্মীরা উপস্থিত ছিলেন। তিনি বলেন, একাত্তরে এই স্লোগান দিয়েই মুক্তিযোদ্ধারা যুদ্ধ করেছিলেন। তাই এই স্লোগান আমাদের অস্তিত্বের সঙ্গে জড়িত। প্রজন্ম থেকে প্রজন্ম এই চেতনা ছড়িয়ে দিতে হবে। xyxy=(261,133,442,281)
tender-item-list xyxy=(860,1181,1552,1460)
table-cell: ১০ (দশ) দিন xyxy=(1213,1585,1340,1615)
table-cell: ৫০০/- xyxy=(1071,1496,1133,1526)
classified-ad: জরুরি শিক্ষক/শিক্ষিকা আবশ্যক : স্কুলের জন্য অভিজ্ঞ শিক্ষক। বেতন ১০,০০০/-। যোগাযোগ: ০১৮২২৮২১৮১৪ xyxy=(14,781,130,833)
newspaper-page xyxy=(14,11,1554,2363)
tender-notes xyxy=(860,1709,1552,1738)
table-cell: কাগজ ক্রয় xyxy=(894,1585,1072,1615)
table-cell: ০৫ xyxy=(872,1615,894,1645)
